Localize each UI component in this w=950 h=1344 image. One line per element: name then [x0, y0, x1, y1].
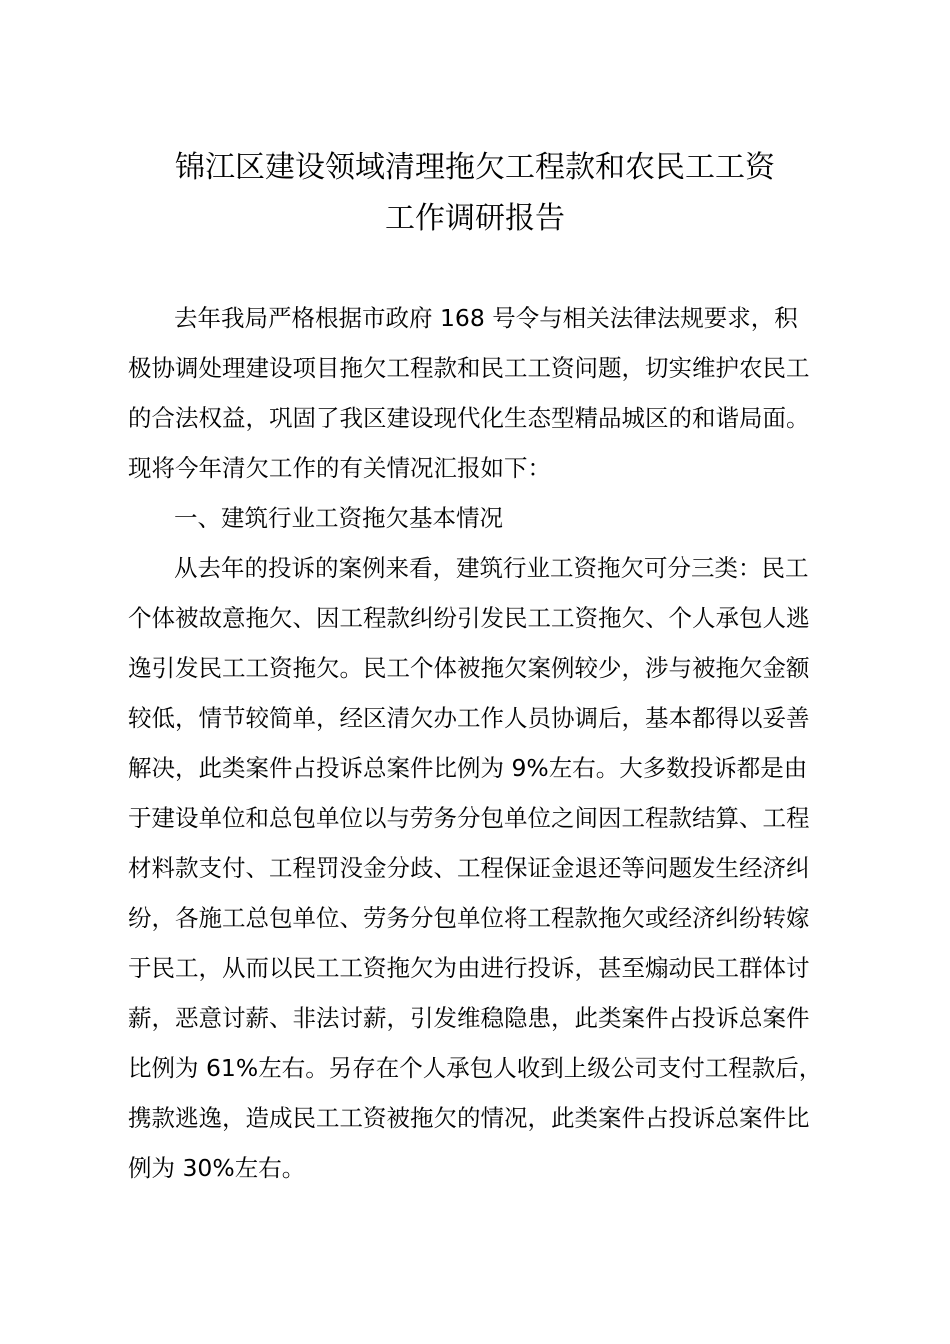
paragraph-2-line-9: 于民工，从而以民工工资拖欠为由进行投诉，甚至煽动民工群体讨	[128, 954, 810, 982]
paragraph-2-line-5: 解决，此类案件占投诉总案件比例为 9%左右。大多数投诉都是由	[128, 754, 808, 782]
paragraph-2-line-12: 携款逃逸，造成民工工资被拖欠的情况，此类案件占投诉总案件比	[128, 1104, 810, 1132]
paragraph-2-line-2: 个体被故意拖欠、因工程款纠纷引发民工工资拖欠、个人承包人逃	[128, 604, 810, 632]
paragraph-2-line-11: 比例为 61%左右。另存在个人承包人收到上级公司支付工程款后，	[128, 1054, 823, 1082]
paragraph-1-line-2: 极协调处理建设项目拖欠工程款和民工工资问题，切实维护农民工	[128, 354, 810, 382]
paragraph-2-line-13: 例为 30%左右。	[128, 1154, 306, 1182]
paragraph-1-line-4: 现将今年清欠工作的有关情况汇报如下：	[128, 454, 551, 482]
document-title-line-2: 工作调研报告	[385, 201, 565, 236]
paragraph-2-line-6: 于建设单位和总包单位以与劳务分包单位之间因工程款结算、工程	[128, 804, 810, 832]
paragraph-1-line-1: 去年我局严格根据市政府 168 号令与相关法律法规要求，积	[174, 304, 798, 332]
section-heading-1: 一、建筑行业工资拖欠基本情况	[174, 504, 503, 532]
paragraph-2-line-8: 纷，各施工总包单位、劳务分包单位将工程款拖欠或经济纠纷转嫁	[128, 904, 810, 932]
paragraph-2-line-1: 从去年的投诉的案例来看，建筑行业工资拖欠可分三类：民工	[174, 554, 809, 582]
paragraph-2-line-10: 薪，恶意讨薪、非法讨薪，引发维稳隐患，此类案件占投诉总案件	[128, 1004, 810, 1032]
paragraph-1-line-3: 的合法权益，巩固了我区建设现代化生态型精品城区的和谐局面。	[128, 404, 810, 432]
paragraph-2-line-4: 较低，情节较简单，经区清欠办工作人员协调后，基本都得以妥善	[128, 704, 810, 732]
document-title-line-1: 锦江区建设领域清理拖欠工程款和农民工工资	[175, 150, 775, 185]
paragraph-2-line-3: 逸引发民工工资拖欠。民工个体被拖欠案例较少，涉与被拖欠金额	[128, 654, 810, 682]
paragraph-2-line-7: 材料款支付、工程罚没金分歧、工程保证金退还等问题发生经济纠	[128, 854, 810, 882]
